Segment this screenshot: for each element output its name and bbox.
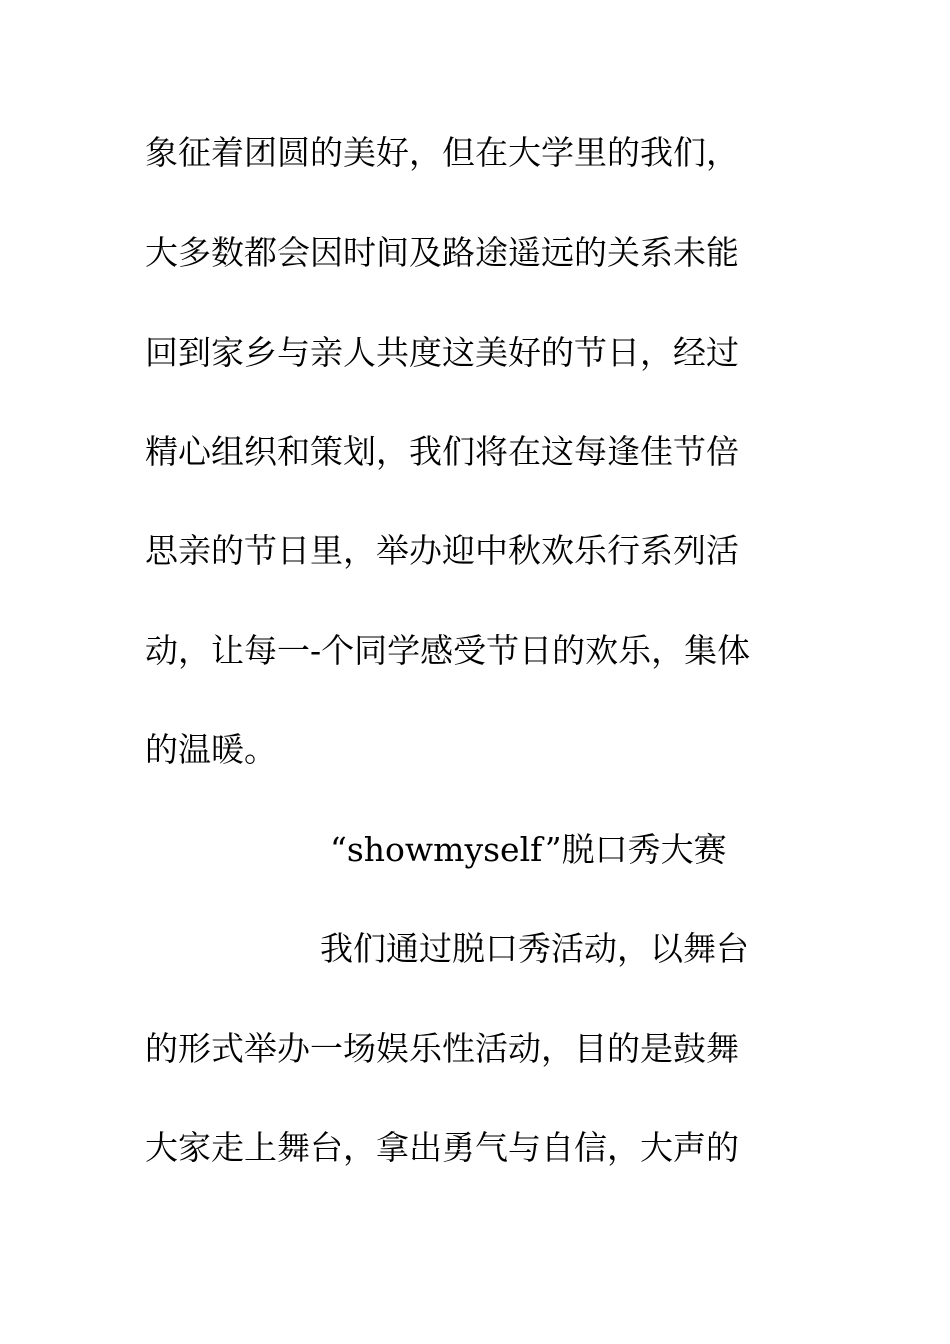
paragraph-line: 的形式举办一场娱乐性活动，目的是鼓舞 (145, 1029, 739, 1068)
paragraph-line: 的温暖。 (145, 730, 277, 769)
paragraph-line: 思亲的节日里，举办迎中秋欢乐行系列活 (145, 531, 739, 570)
paragraph-line: 我们通过脱口秀活动，以舞台 (320, 929, 749, 968)
paragraph-line: 动，让每一-个同学感受节日的欢乐，集体 (145, 631, 751, 670)
paragraph-line: 精心组织和策划，我们将在这每逢佳节倍 (145, 432, 739, 471)
paragraph-line: 象征着团圆的美好，但在大学里的我们， (145, 133, 739, 172)
paragraph-line: 大多数都会因时间及路途遥远的关系未能 (145, 233, 739, 272)
paragraph-line: 回到家乡与亲人共度这美好的节日，经过 (145, 333, 739, 372)
paragraph-line: 大家走上舞台，拿出勇气与自信，大声的 (145, 1128, 739, 1167)
section-heading: “showmyself”脱口秀大赛 (330, 830, 727, 869)
